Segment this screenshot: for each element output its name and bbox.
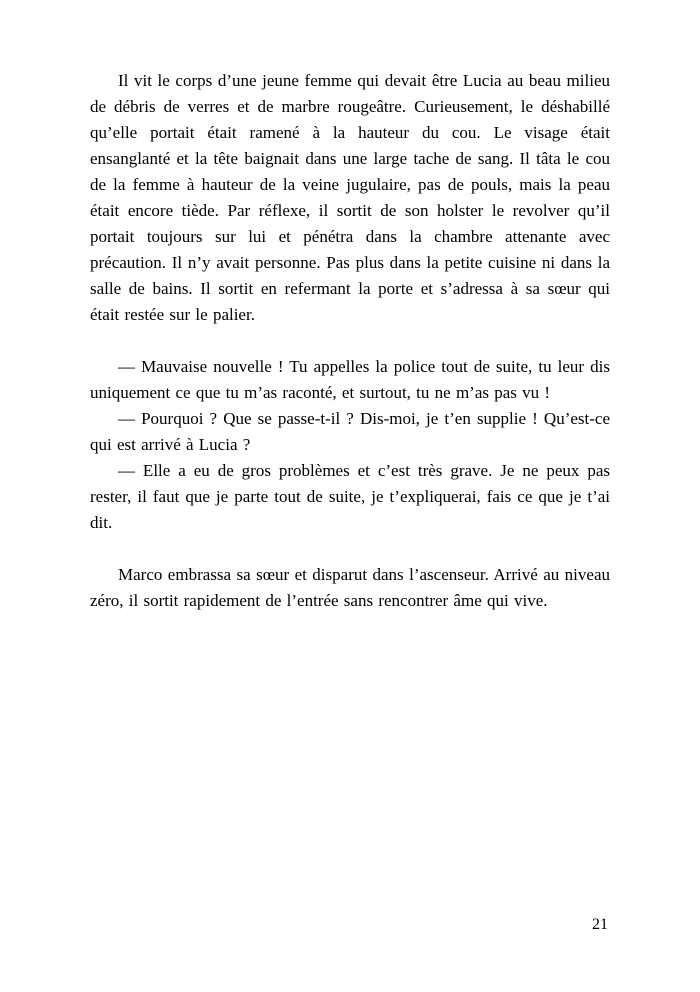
page-number: 21: [592, 916, 608, 933]
paragraph-dialogue-3: — Elle a eu de gros problèmes et c’est très grave. Je ne peux pas rester, il faut que je parte tout de suite, je t’expliquerai, fais ce que je t’ai dit.: [90, 461, 610, 532]
paragraph-dialogue-2: — Pourquoi ? Que se passe-t-il ? Dis-moi, je t’en supplie ! Qu’est-ce qui est arrivé à Lucia ?: [90, 409, 610, 454]
paragraph-narrative-1: Il vit le corps d’une jeune femme qui devait être Lucia au beau milieu de débris de verres et de marbre rougeâtre. Curieusement, le déshabillé qu’elle portait était ramené à la hauteur du cou. Le visage était ensanglanté et la tête baignait dans une large tache de sang. Il tâta le cou de la femme à hauteur de la veine jugulaire, pas de pouls, mais la peau était encore tiède. Par réflexe, il sortit de son holster le revolver qu’il portait toujours sur lui et pénétra dans la chambre attenante avec précaution. Il n’y avait personne. Pas plus dans la petite cuisine ni dans la salle de bains. Il sortit en refermant la porte et s’adressa à sa sœur qui était restée sur le palier.: [90, 71, 610, 324]
paragraph-narrative-2: Marco embrassa sa sœur et disparut dans l’ascenseur. Arrivé au niveau zéro, il sortit rapidement de l’entrée sans rencontrer âme qui vive.: [90, 565, 610, 610]
paragraph-dialogue-1: — Mauvaise nouvelle ! Tu appelles la police tout de suite, tu leur dis uniquement ce que tu m’as raconté, et surtout, tu ne m’as pas vu !: [90, 357, 610, 402]
text-block: [90, 68, 610, 614]
